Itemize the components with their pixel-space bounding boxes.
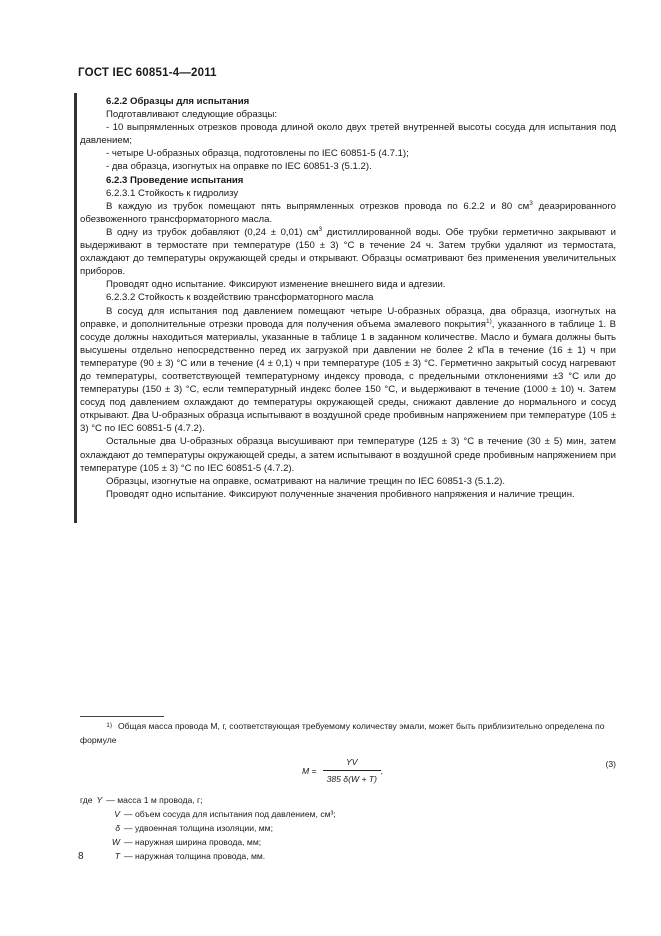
footnote-reference: 1) (486, 317, 492, 325)
paragraph: В одну из трубок добавляют (0,24 ± 0,01) $см^3$ дистиллированной воды. Обе трубки герметично закрывают и выдерживают в термостате при температуре (150 ± 3) °С в течение 24 ч. Затем трубки удаляют из термостата, охлаждают до температуры окружающей среды и открывают. Образцы осматривают без применения увеличительных приборов. (80, 225, 616, 278)
footnote-marker: 1) (106, 722, 112, 729)
page-number: 8 (78, 851, 84, 862)
paragraph: Образцы, изогнутые на оправке, осматривают на наличие трещин по IEC 60851-3 (5.1.2). (106, 475, 506, 487)
variable-row (80, 835, 616, 849)
variable-symbol: W (111, 837, 120, 847)
variable-description: — наружная ширина провода, мм; (124, 837, 262, 847)
change-bar (74, 93, 77, 523)
paragraph: Подготавливают следующие образцы: (106, 109, 278, 121)
variable-description: — масса 1 м провода, г; (106, 795, 203, 805)
formula-fraction (323, 755, 384, 786)
section-6-2-2-title: 6.2.2 Образцы для испытания (106, 96, 250, 107)
variable-symbol: V (114, 809, 120, 819)
paragraph: Проводят одно испытание. Фиксируют полученные значения пробивного напряжения и наличие трещин. (106, 488, 575, 500)
variable-description: — наружная толщина провода, мм. (124, 851, 266, 861)
standard-header: ГОСТ IEC 60851-4—2011 (78, 67, 217, 79)
formula-denominator: 385 δ(W + T) (323, 770, 381, 786)
list-item: - четыре U-образных образца, подготовлены по IEC 60851-5 (4.7.1); (106, 148, 409, 160)
list-item: - два образца, изогнутых на оправке по IEC 60851-3 (5.1.2). (106, 161, 372, 173)
formula-lhs: M = (302, 765, 317, 776)
paragraph: Проводят одно испытание. Фиксируют изменение внешнего вида и адгезии. (106, 279, 446, 291)
variable-row (80, 821, 616, 835)
variable-row (80, 807, 616, 821)
variable-list (80, 793, 616, 863)
where-label: где (80, 795, 93, 805)
variable-symbol: T (114, 851, 120, 861)
section-6-2-3-1-title: 6.2.3.1 Стойкость к гидролизу (106, 187, 239, 199)
formula-block (80, 751, 616, 791)
variable-description: — удвоенная толщина изоляции, мм; (124, 823, 273, 833)
variable-row (80, 849, 616, 863)
formula-end: , (380, 765, 384, 776)
main-text (80, 95, 616, 501)
variable-row (80, 793, 616, 807)
list-item: - 10 выпрямленных отрезков провода длиной около двух третей внутренней высоты сосуда для испытания под давлением; (80, 122, 616, 147)
variable-description: — объем сосуда для испытания под давлением, см³; (124, 809, 336, 819)
formula (302, 755, 383, 786)
section-6-2-3-title: 6.2.3 Проведение испытания (106, 174, 244, 186)
variable-symbol: δ (115, 823, 120, 833)
formula-numerator: YV (346, 757, 358, 767)
paragraph: В сосуд для испытания под давлением помещают четыре U-образных образца, два образца, изогнутых на оправке, и дополнительные отрезки провода для получения объема эмалевого покрытия$^{1)}$, указанного в таблице 1. В сосуде должны находиться материалы, указанные в таблице 1 в заданном количестве. Масло и бумага должны быть высушены отдельно непосредственно перед их загрузкой при давлении не более 2 кПа в течение (16 ± 1) ч при температуре (90 ± 3) °С или в течение (4 ± 0,1) ч при температуре (105 ± 3) °С. Герметично закрытый сосуд нагревают до температуры, соответствующей температурному индексу провода, с предельными отклонениями ±3 °С или до температуры (150 ± 3) °С, если температурный индекс более 150 °С, и выдерживают в течение (1000 ± 10) ч. Затем сосуд под давлением охлаждают до температуры окружающей среды, снижают давление до нормального и сосуд открывают. Два U-образных образца испытывают в воздушной среде пробивным напряжением при температуре (105 ± 3) °С по IEC 60851-5 (4.7.2). (80, 305, 617, 435)
section-6-2-3-2-title: 6.2.3.2 Стойкость к воздействию трансформаторного масла (106, 292, 374, 304)
footnote-separator (80, 716, 164, 717)
footnote (80, 719, 616, 863)
variable-symbol: Y (96, 795, 103, 805)
footnote-text: 1) Общая масса провода M, г, соответствующая требуемому количеству эмали, может быть приблизительно определена по формуле (80, 721, 605, 745)
equation-number: (3) (605, 759, 616, 769)
paragraph: Остальные два U-образных образца высушивают при температуре (125 ± 3) °С в течение (30 ± 5) мин, затем охлаждают до температуры окружающей среды, а затем испытывают в воздушной среде пробивным напряжением при температуре (105 ± 3) °С по IEC 60851-5 (4.7.2). (80, 436, 616, 474)
paragraph: В каждую из трубок помещают пять выпрямленных отрезков провода по 6.2.2 и 80 $см^3$ деаэрированного обезвоженного трансформаторного масла. (80, 199, 616, 225)
